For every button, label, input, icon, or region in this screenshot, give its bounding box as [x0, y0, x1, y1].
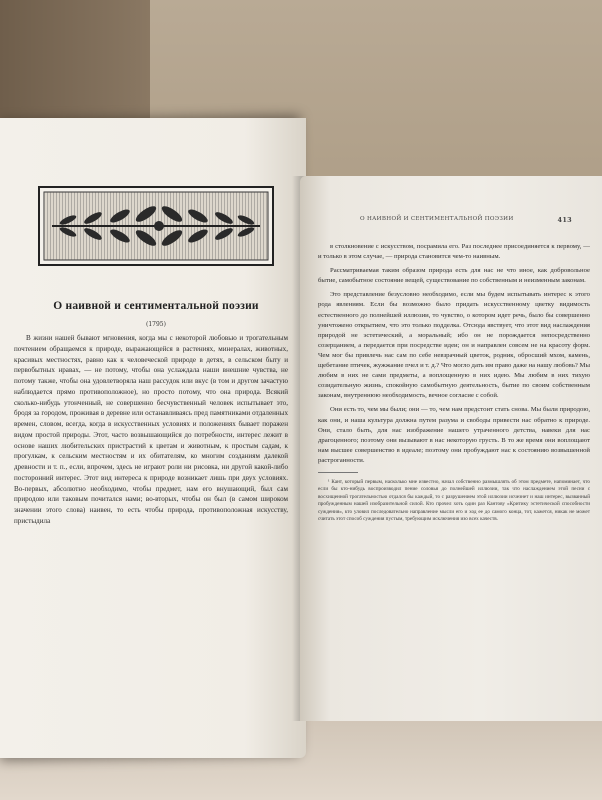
footnote	[318, 479, 590, 523]
box-edge	[0, 0, 150, 120]
essay-title: О наивной и сентиментальной поэзии	[53, 300, 259, 312]
essay-year: (1795)	[146, 321, 166, 328]
paragraph: в столкновение с искусством, посрамила его. Раз последнее присоединяется к первому, — и только в этом случае, — природа становится чем-то наивным.	[318, 243, 590, 261]
left-page-text	[14, 333, 288, 527]
paragraph: Это представление безусловно необходимо, если мы будем испытывать интерес к этого рода явлениям. Если бы возможно было придать искусственному цветку видимость естественного до полнейшей иллюзии, то чувство, о котором идет речь, было бы совершенно уничтожено открытием, что это только подделка. Отсюда явствует, что этот вид наслаждения природой не эстетический, а моральный; ибо он не порождается непосредственно созерцанием, а передается при посредстве идеи; он и направлен совсем не на красоту форм. Чем мог бы привлечь нас сам по себе невзрачный цветок, родник, обросший мхом, камень, щебетание птичек, жужжание пчел и т. д.? Что могло дать им право даже на нашу любовь? Мы любим в них не сами предметы, а воплощенную в них идею. Мы любим в них тихую созидательную жизнь, спокойную самобытную деятельность, бытие по своим собственным законам, внутреннюю необходимость, вечное согласие с собой.	[318, 291, 590, 400]
paragraph: Они есть то, чем мы были; они — то, чем нам предстоит стать снова. Мы были природою, как они, и наша культура должна путем разума и свободы привести нас обратно к природе. Они, стало быть, для нас изображение нашего утраченного детства, навеки для нас драгоценного; поэтому они вызывают в нас некоторую грусть. В то же время они воплощают нам высшее совершенство в идеале; поэтому они пробуждают нас к состоянию возвышенной растроганности.	[318, 406, 590, 464]
right-page	[300, 176, 602, 721]
laurel-ornament-icon	[38, 186, 274, 266]
running-head-title: О НАИВНОЙ И СЕНТИМЕНТАЛЬНОЙ ПОЭЗИИ	[360, 216, 514, 222]
page-number: 413	[557, 216, 572, 224]
left-page	[0, 118, 306, 758]
paragraph: В жизни нашей бывают мгновения, когда мы с некоторой любовью и трогательным почтением обращаемся к природе, выражающейся в растениях, минералах, животных, красивых местностях, равно как к человеческой природе в детях, в сельском быту и первобытных нравах, — не потому, чтобы она услаждала наши внешние чувства, не потому также, чтобы она удовлетворяла наш рассудок или вкус (в том и другом зачастую наблюдается прямо противоположное), но просто потому, что она природа. Всякий сколько-нибудь утонченный, не совершенно бесчувственный человек испытывает это, бродя за городом, проживая в деревне или останавливаясь пред памятниками отдаленных времен, словом, всегда, когда в искусственных условиях и положениях бывает поражен видом простой природы. Этот, часто возвышающийся до потребности, интерес лежит в основе наших любительских пристрастий к цветам и животным, к простым садам, к прогулкам, к сельским местностям и их обитателям, ко многим созданиям далекой древности и т. п., если, впрочем, здесь не играют роли ни рисовка, ни другой какой-либо посторонний интерес. Этот вид интереса к природе возникает лишь при двух условиях. Во-первых, абсолютно необходимо, чтобы предмет, нам его внушающий, был сам природою или таковым почитался нами; во-вторых, чтобы он был (в самом широком значении этого слова) наивен, то есть чтобы природа, противоположная искусству, пристыдила	[14, 334, 288, 525]
right-page-text	[318, 242, 590, 523]
footnote-text: ¹ Кант, который первым, насколько мне известно, начал собственно размышлять об этом предмете, напоминает, что если бы кто-нибудь воспроизводил пение соловья до полнейшей иллюзии, так что наслаждением этой песни с восхищенной трогательностью отдался бы каждый, то с разрушением этой иллюзии исчезнет и наш интерес, вызванный пробужденным нашей изобразительной силой. Кто прочел хоть один раз Кантову «Критику эстетической способности суждения», кто уловил последовательно направление мысли его и ход ее до самого конца, тот, кажется, никак не может считать этот способ суждения пустым, требующим исключения изо всех качеств.	[318, 478, 590, 522]
footnote-rule	[318, 472, 358, 473]
paragraph: Рассматриваемая таким образом природа есть для нас не что иное, как добровольное бытие, самобытное состояние вещей, существование по собственным и неизменным законам.	[318, 267, 590, 285]
